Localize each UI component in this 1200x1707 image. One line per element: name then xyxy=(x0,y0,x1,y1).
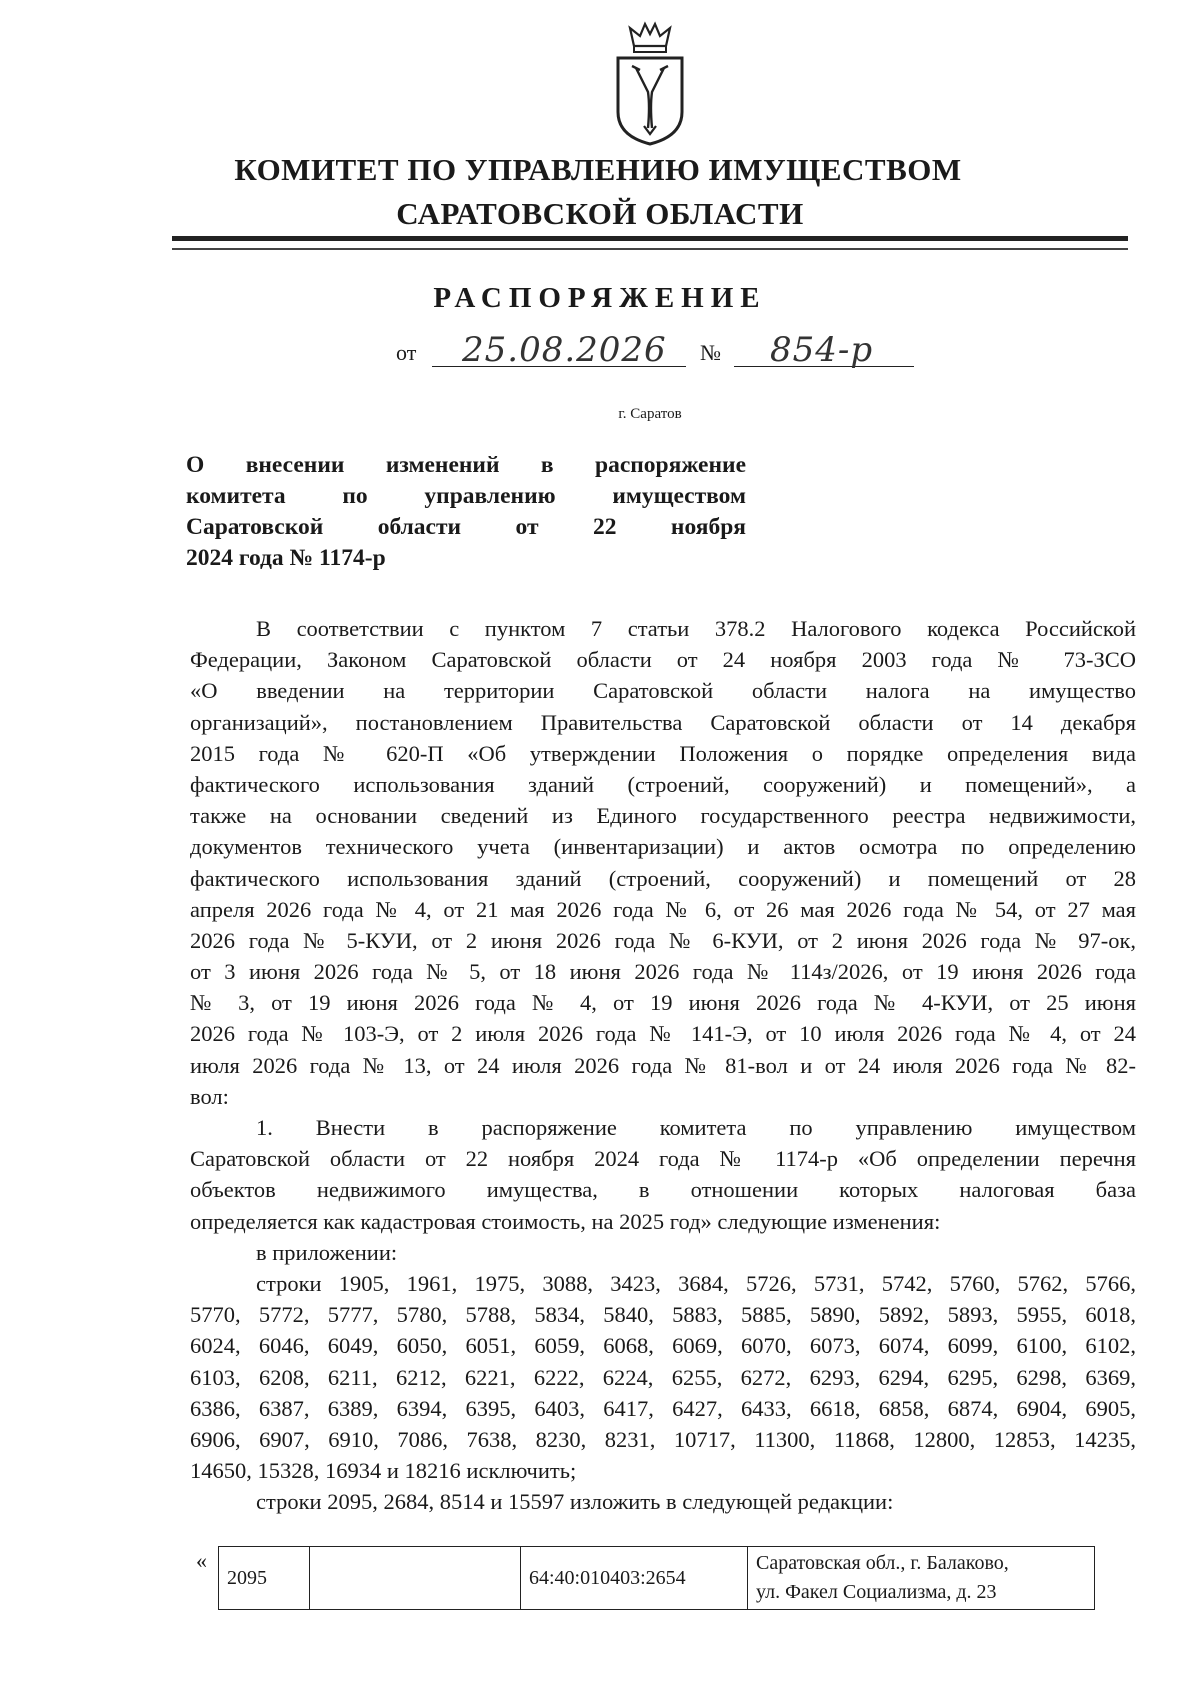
header-divider-thick xyxy=(172,236,1128,241)
subject-line: комитета по управлению имуществом xyxy=(186,483,746,509)
body-line: организаций», постановлением Правительства Саратовской области от 14 декабря xyxy=(190,709,1136,735)
organization-name-line2: САРАТОВСКОЙ ОБЛАСТИ xyxy=(396,196,804,231)
body-line: также на основании сведений из Единого государственного реестра недвижимости, xyxy=(190,803,1136,829)
body-line: строки 2095, 2684, 8514 и 15597 изложить в следующей редакции: xyxy=(256,1489,894,1515)
body-line: 2026 года № 103-Э, от 2 июля 2026 года № 141-Э, от 10 июля 2026 года № 4, от 24 xyxy=(190,1021,1136,1047)
city-label: г. Саратов xyxy=(618,406,682,422)
body-line: 2015 года № 620-П «Об утверждении Положения о порядке определения вида xyxy=(190,740,1136,766)
number-sign: № xyxy=(700,340,721,365)
cadastral-number-cell: 64:40:010403:2654 xyxy=(521,1547,748,1610)
body-line: 6906, 6907, 6910, 7086, 7638, 8230, 8231, 10717, 11300, 11868, 12800, 12853, 14235, xyxy=(190,1426,1136,1452)
body-line: 5770, 5772, 5777, 5780, 5788, 5834, 5840, 5883, 5885, 5890, 5892, 5893, 5955, 6018, xyxy=(190,1302,1136,1328)
body-line: объектов недвижимого имущества, в отношении которых налоговая база xyxy=(190,1177,1136,1203)
body-line: 6386, 6387, 6389, 6394, 6395, 6403, 6417, 6427, 6433, 6618, 6858, 6874, 6904, 6905, xyxy=(190,1395,1136,1421)
body-line: определяется как кадастровая стоимость, на 2025 год» следующие изменения: xyxy=(190,1208,941,1234)
date-prefix: от xyxy=(396,340,417,365)
subject-line: 2024 года № 1174-р xyxy=(186,545,386,571)
handwritten-number: 854-р xyxy=(770,330,874,370)
table-open-quote: « xyxy=(196,1548,207,1573)
body-line: апреля 2026 года № 4, от 21 мая 2026 года № 6, от 26 мая 2026 года № 54, от 27 мая xyxy=(190,896,1136,922)
body-line: 6024, 6046, 6049, 6050, 6051, 6059, 6068, 6069, 6070, 6073, 6074, 6099, 6100, 6102, xyxy=(190,1333,1136,1359)
body-line: Саратовской области от 22 ноября 2024 года № 1174-р «Об определении перечня xyxy=(190,1146,1136,1172)
body-line: документов технического учета (инвентаризации) и актов осмотра по определению xyxy=(190,834,1136,860)
address-cell xyxy=(748,1547,1095,1610)
body-line: фактического использования зданий (строений, сооружений) и помещений от 28 xyxy=(190,865,1136,891)
body-line: 2026 года № 5-КУИ, от 2 июня 2026 года № 6-КУИ, от 2 июня 2026 года № 97-ок, xyxy=(190,927,1136,953)
body-line: от 3 июня 2026 года № 5, от 18 июня 2026 года № 114з/2026, от 19 июня 2026 года xyxy=(190,959,1136,985)
body-line: «О введении на территории Саратовской области налога на имущество xyxy=(190,678,1136,704)
body-line: 14650, 15328, 16934 и 18216 исключить; xyxy=(190,1458,577,1484)
body-line: строки 1905, 1961, 1975, 3088, 3423, 3684, 5726, 5731, 5742, 5760, 5762, 5766, xyxy=(256,1270,1136,1296)
address-line: ул. Факел Социализма, д. 23 xyxy=(756,1581,997,1603)
body-text xyxy=(190,613,1136,1517)
saratov-coat-of-arms-icon xyxy=(612,20,688,148)
subject-line: О внесении изменений в распоряжение xyxy=(186,452,746,478)
empty-cell xyxy=(310,1547,521,1610)
document-type-title: РАСПОРЯЖЕНИЕ xyxy=(433,282,767,314)
address-line: Саратовская обл., г. Балаково, xyxy=(756,1552,1009,1574)
body-line: июля 2026 года № 13, от 24 июля 2026 года № 81-вол и от 24 июля 2026 года № 82- xyxy=(190,1052,1136,1078)
body-line: Федерации, Законом Саратовской области от 24 ноября 2003 года № 73-ЗСО xyxy=(190,647,1136,673)
header-divider-thin xyxy=(172,248,1128,250)
body-line: 1. Внести в распоряжение комитета по управлению имуществом xyxy=(256,1115,1136,1140)
row-number-cell: 2095 xyxy=(219,1547,310,1610)
subject-block xyxy=(186,450,746,574)
subject-line: Саратовской области от 22 ноября xyxy=(186,514,746,540)
body-line: в приложении: xyxy=(256,1239,398,1265)
organization-name-line1: КОМИТЕТ ПО УПРАВЛЕНИЮ ИМУЩЕСТВОМ xyxy=(234,152,962,187)
body-line: № 3, от 19 июня 2026 года № 4, от 19 июня 2026 года № 4-КУИ, от 25 июня xyxy=(190,990,1136,1016)
body-line: 6103, 6208, 6211, 6212, 6221, 6222, 6224, 6255, 6272, 6293, 6294, 6295, 6298, 6369, xyxy=(190,1364,1136,1390)
table-row xyxy=(219,1547,1095,1610)
body-line: фактического использования зданий (строений, сооружений) и помещений», а xyxy=(190,771,1136,797)
body-line: В соответствии с пунктом 7 статьи 378.2 Налогового кодекса Российской xyxy=(256,616,1136,641)
handwritten-date: 25.08.2026 xyxy=(462,330,667,370)
body-line: вол: xyxy=(190,1083,229,1109)
amendment-table xyxy=(218,1546,1095,1610)
